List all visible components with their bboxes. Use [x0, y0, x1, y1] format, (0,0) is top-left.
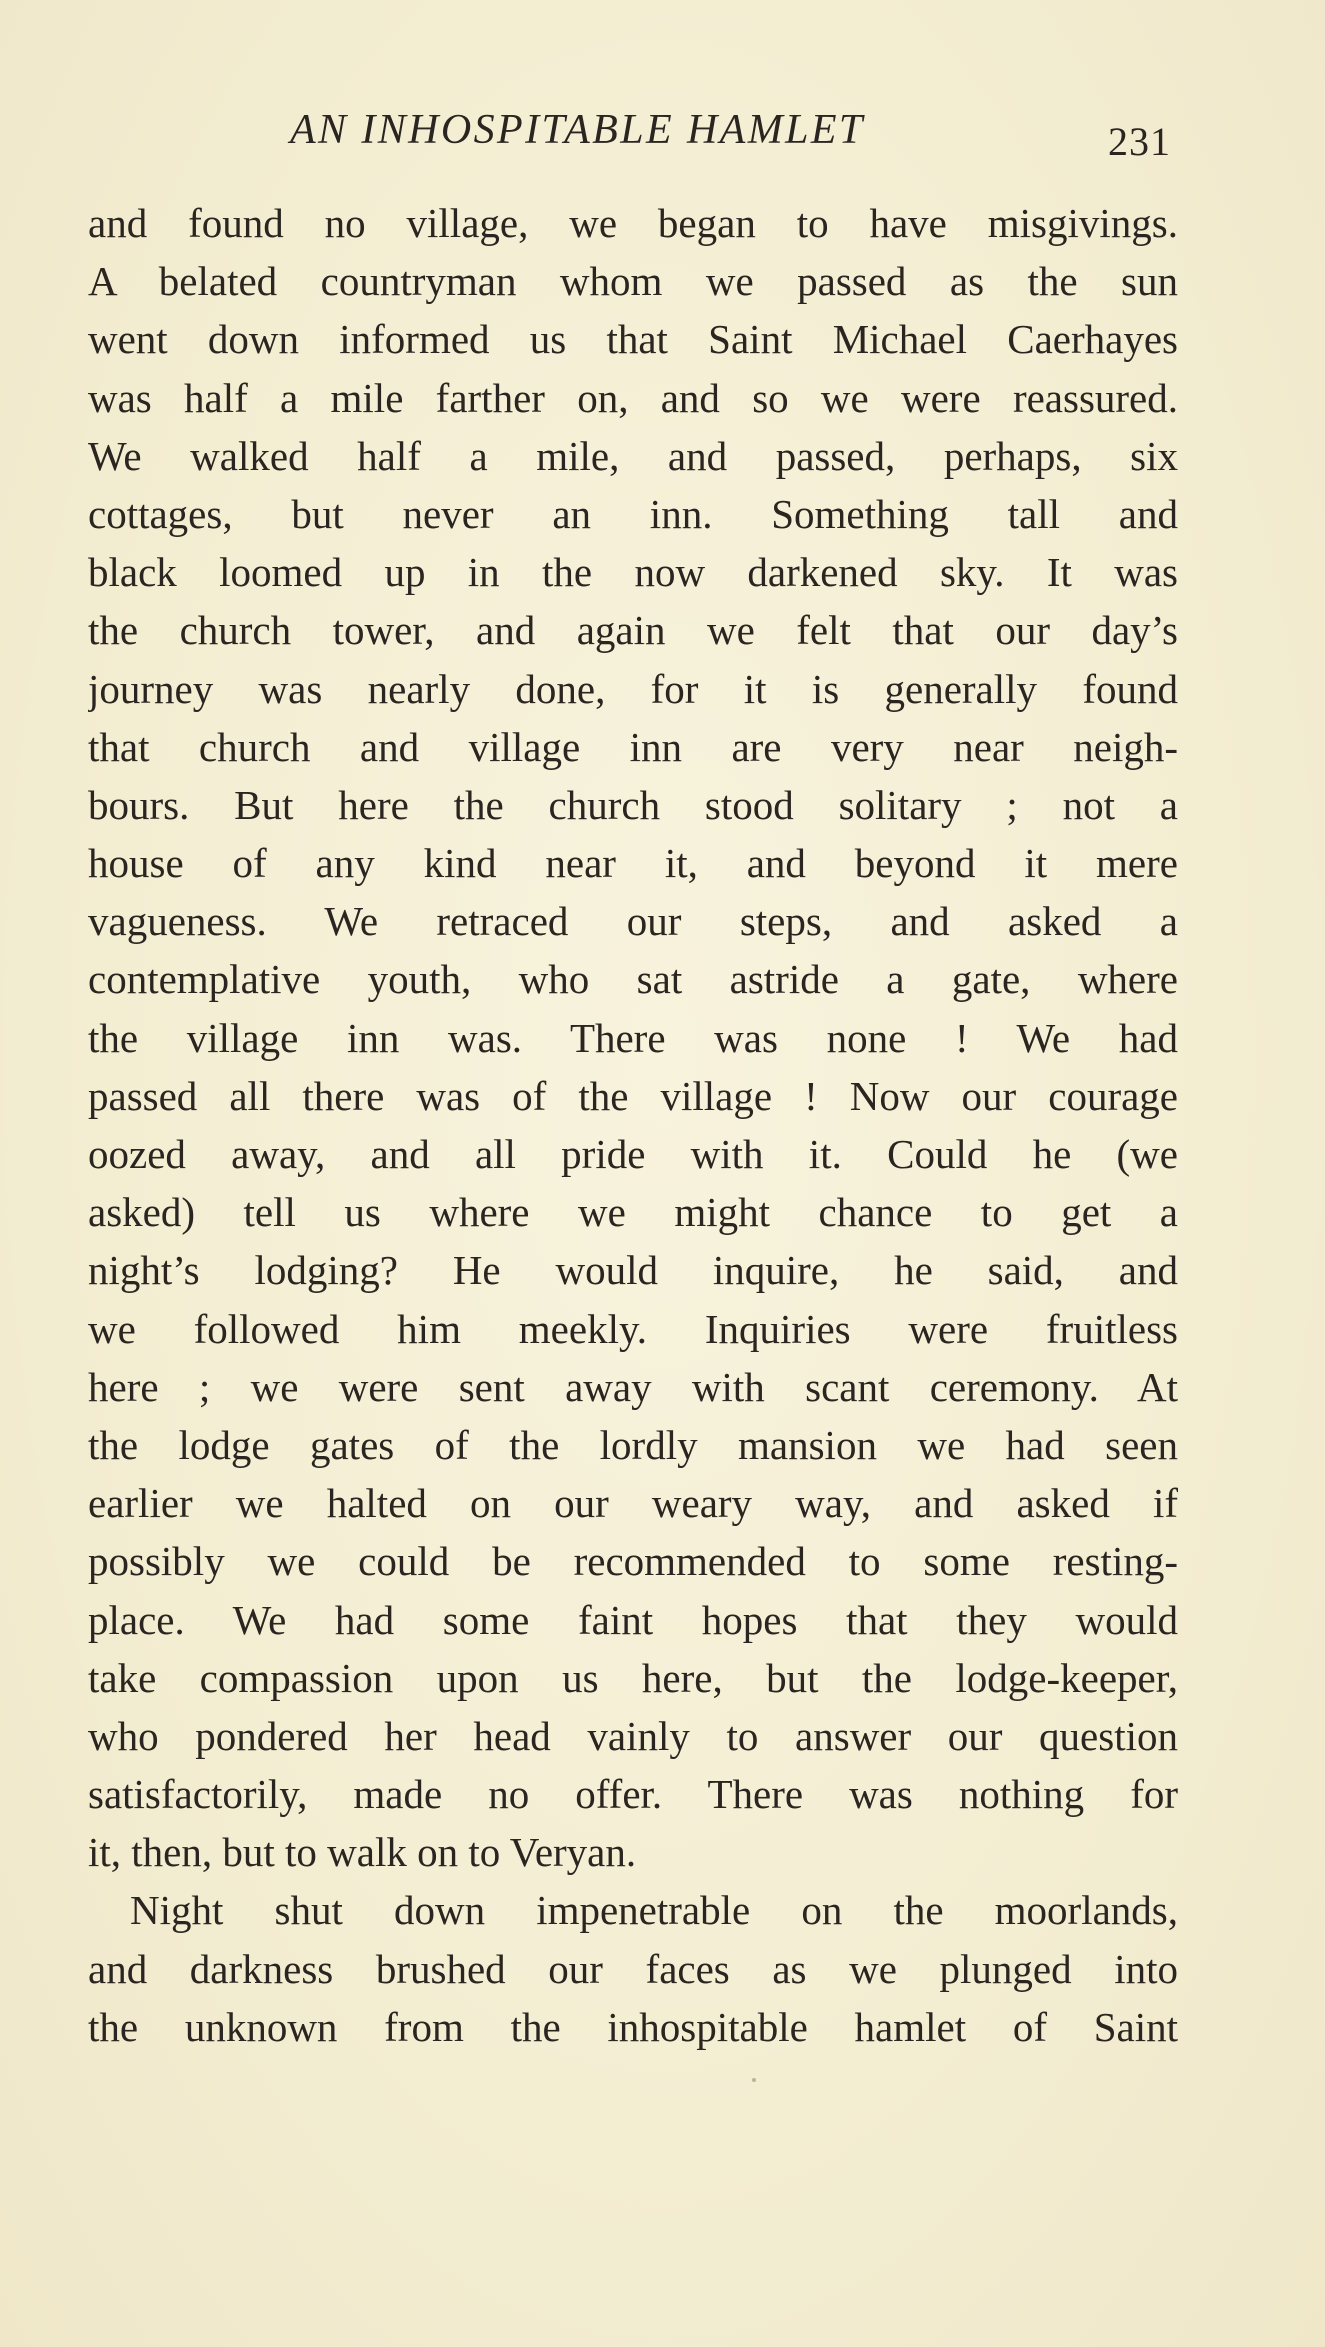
- text-line: We walked half a mile, and passed, perhaps, six: [88, 432, 1178, 479]
- text-line: the unknown from the inhospitable hamlet of Saint: [88, 2003, 1178, 2050]
- text-line: vagueness. We retraced our steps, and asked a: [88, 898, 1178, 945]
- text-line: bours. But here the church stood solitary ; not a: [88, 781, 1178, 828]
- text-line: who pondered her head vainly to answer our question: [88, 1712, 1178, 1759]
- text-line: we followed him meekly. Inquiries were fruitless: [88, 1305, 1178, 1352]
- paper-speck: [752, 2078, 756, 2082]
- text-line-paragraph-start: Night shut down impenetrable on the moorlands,: [130, 1887, 1178, 1934]
- text-line: contemplative youth, who sat astride a gate, where: [88, 956, 1178, 1003]
- text-line: the church tower, and again we felt that our day’s: [88, 607, 1178, 654]
- text-line: asked) tell us where we might chance to get a: [88, 1189, 1178, 1236]
- page-number: 231: [1108, 119, 1171, 164]
- text-line: place. We had some faint hopes that they would: [88, 1596, 1178, 1643]
- text-line: here ; we were sent away with scant ceremony. At: [88, 1363, 1178, 1410]
- text-line: and darkness brushed our faces as we plunged into: [88, 1945, 1178, 1992]
- running-head: [0, 100, 1325, 164]
- text-line-paragraph-end: it, then, but to walk on to Veryan.: [88, 1829, 637, 1876]
- text-line: and found no village, we began to have misgivings.: [88, 200, 1178, 246]
- text-line: house of any kind near it, and beyond it mere: [88, 840, 1178, 887]
- text-line: was half a mile farther on, and so we were reassured.: [88, 374, 1178, 421]
- text-line: satisfactorily, made no offer. There was nothing for: [88, 1771, 1178, 1818]
- text-line: journey was nearly done, for it is generally found: [88, 665, 1178, 712]
- text-line: passed all there was of the village ! Now our courage: [88, 1072, 1178, 1119]
- text-line: the lodge gates of the lordly mansion we had seen: [88, 1421, 1178, 1468]
- text-line: night’s lodging? He would inquire, he said, and: [88, 1247, 1178, 1294]
- text-line: went down informed us that Saint Michael Caerhayes: [88, 316, 1178, 363]
- body-text: [88, 194, 1178, 2056]
- text-line: possibly we could be recommended to some resting-: [88, 1538, 1178, 1585]
- text-line: take compassion upon us here, but the lodge-keeper,: [88, 1654, 1178, 1701]
- text-line: oozed away, and all pride with it. Could he (we: [88, 1131, 1178, 1177]
- text-line: cottages, but never an inn. Something tall and: [88, 490, 1178, 537]
- text-line: black loomed up in the now darkened sky. It was: [88, 549, 1178, 596]
- text-line: earlier we halted on our weary way, and asked if: [88, 1480, 1178, 1527]
- text-line: that church and village inn are very near neigh-: [88, 723, 1178, 770]
- text-line: A belated countryman whom we passed as the sun: [88, 258, 1178, 305]
- text-line: the village inn was. There was none ! We had: [88, 1014, 1178, 1061]
- running-head-title: AN INHOSPITABLE HAMLET: [290, 107, 865, 153]
